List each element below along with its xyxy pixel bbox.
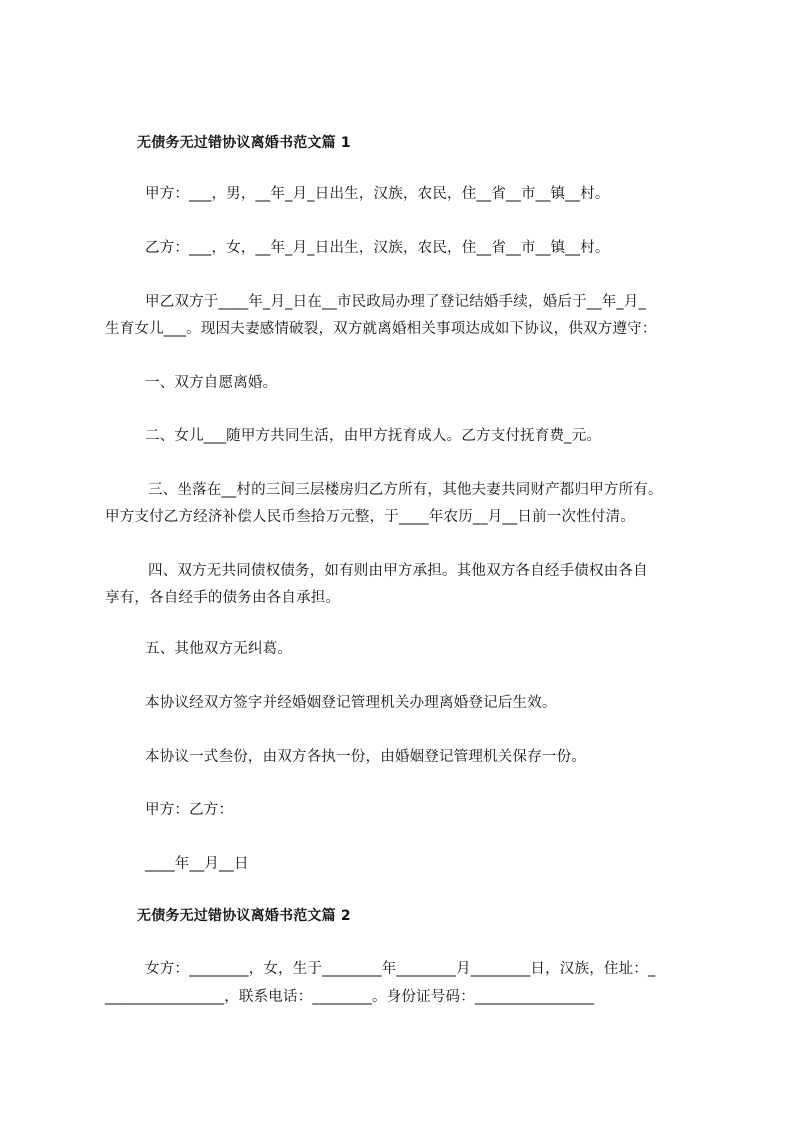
party-a-line: 甲方：___，男，__年_月_日出生，汉族，农民，住__省__市__镇__村。	[145, 186, 610, 202]
signatures-line: 甲方：乙方：	[145, 802, 234, 818]
clause-5: 五、其他双方无纠葛。	[145, 641, 292, 657]
woman-info-line-2: ________________，联系电话：________。身份证号码：________________	[105, 989, 595, 1005]
date-line: ____年__月__日	[145, 856, 249, 872]
section-2-title: 无债务无过错协议离婚书范文篇 2	[137, 908, 351, 924]
clause-3-line-2: 甲方支付乙方经济补偿人民币叁拾万元整，于____年农历__月__日前一次性付清。	[105, 509, 635, 525]
party-b-line: 乙方：___，女，__年_月_日出生，汉族，农民，住__省__市__镇__村。	[145, 240, 610, 256]
intro-line-1: 甲乙双方于____年_月_日在__市民政局办理了登记结婚手续，婚后于__年_月_	[145, 294, 646, 310]
clause-4-line-2: 享有，各自经手的债务由各自承担。	[105, 590, 341, 606]
clause-4-line-1: 四、双方无共同债权债务，如有则由甲方承担。其他双方各自经手债权由各自	[148, 563, 648, 579]
intro-line-2: 生育女儿___。现因夫妻感情破裂，双方就离婚相关事项达成如下协议，供双方遵守：	[105, 321, 657, 337]
clause-3-line-1: 三、坐落在__村的三间三层楼房归乙方所有，其他夫妻共同财产都归甲方所有。	[148, 482, 663, 498]
section-1-title: 无债务无过错协议离婚书范文篇 1	[137, 135, 351, 151]
effect-line: 本协议经双方签字并经婚姻登记管理机关办理离婚登记后生效。	[145, 695, 557, 711]
clause-2: 二、女儿___随甲方共同生活，由甲方抚育成人。乙方支付抚育费_元。	[145, 428, 602, 444]
woman-info-line-1: 女方：________，女，生于________年________月________日，汉族，住址：_	[145, 961, 656, 977]
clause-1: 一、双方自愿离婚。	[145, 375, 278, 391]
copies-line: 本协议一式叁份，由双方各执一份，由婚姻登记管理机关保存一份。	[145, 749, 586, 765]
